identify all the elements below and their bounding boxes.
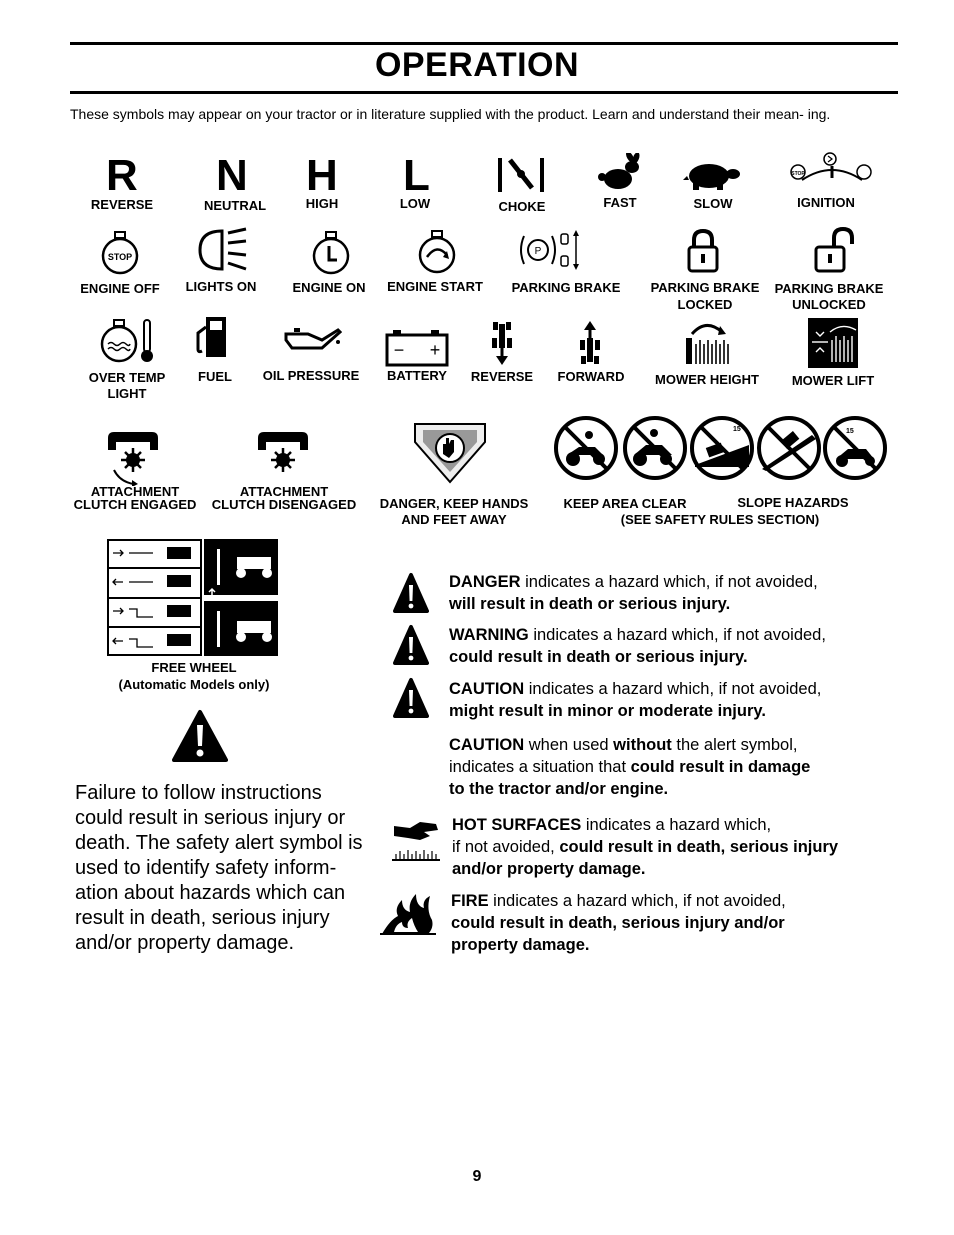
low-label: LOW [399,196,431,211]
clutch-engaged-label-1: ATTACHMENT [90,484,180,499]
over-temp-icon [100,318,160,364]
caution-alert-icon [393,677,429,719]
parking-brake-icon [518,228,582,272]
keep-area-clear-icon-1 [553,415,619,481]
over-temp-label-1: OVER TEMP [88,370,166,385]
mower-lift-icon [808,318,858,368]
engine-on-label: ENGINE ON [292,280,366,295]
fire-icon [380,890,436,936]
ignition-label: IGNITION [797,195,855,210]
hot-t2: if not avoided, [452,838,560,856]
hot-surfaces-alert [452,814,902,880]
reverse-tractor-icon [490,320,514,366]
battery-minus: − [393,340,405,360]
p-text: P [534,246,542,257]
warning-word: WARNING [449,626,529,644]
warning-alert [449,624,889,668]
parking-brake-locked-label-2: LOCKED [677,297,733,312]
fast-label: FAST [603,195,637,210]
fuel-icon [194,315,230,361]
hot-surface-icon [390,818,442,864]
hands-feet-danger-icon [413,422,487,484]
slow-label: SLOW [693,196,733,211]
choke-icon [496,156,548,194]
clutch-disengaged-label-2: CLUTCH DISENGAGED [211,497,357,512]
lock-open-icon [812,226,860,274]
slope-hazard-icon-3 [822,415,888,481]
hot-word: HOT SURFACES [452,816,582,834]
hot-b1: could result in death, serious injury [559,838,839,856]
caution-bold: might result in minor or moderate injury. [449,702,766,720]
page-number: 9 [472,1168,482,1185]
fire-alert [451,890,901,956]
lights-on-label: LIGHTS ON [185,279,257,294]
hot-t1: indicates a hazard which, [581,816,772,834]
clutch-disengaged-icon [254,430,312,476]
intro-text: These symbols may appear on your tractor or in literature supplied with the product. Learn and understand their mean- ing. [70,106,831,122]
rabbit-icon [596,153,644,193]
caution2-t1: when used [524,736,614,754]
parking-brake-unlocked-label-2: UNLOCKED [792,297,866,312]
caution-no-symbol-alert [449,734,889,800]
parking-brake-locked-label-1: PARKING BRAKE [650,280,760,295]
warning-bold: could result in death or serious injury. [449,648,748,666]
battery-label: BATTERY [387,368,447,383]
high-label: HIGH [305,196,339,211]
reverse-label-2: REVERSE [470,369,534,384]
reverse-label: REVERSE [90,197,154,212]
turtle-icon [683,160,741,192]
keep-hands-label-1: DANGER, KEEP HANDS [379,496,529,511]
parking-brake-unlocked-label-1: PARKING BRAKE [774,281,884,296]
caution2-without: without [613,736,672,754]
engine-start-icon [417,229,457,275]
choke-label: CHOKE [498,199,546,214]
svg-text:STOP: STOP [791,171,805,177]
title-rule [70,91,898,94]
caution-word: CAUTION [449,680,525,698]
stop-text: STOP [107,252,133,262]
mower-height-icon [682,318,734,368]
oil-pressure-label: OIL PRESSURE [262,368,360,383]
reverse-letter: R [106,151,138,200]
mower-lift-label: MOWER LIFT [791,373,875,388]
headlight-icon [196,227,250,273]
slope-number-2: 15 [846,428,854,435]
keep-area-clear-label: KEEP AREA CLEAR [563,496,687,511]
mower-height-label: MOWER HEIGHT [655,372,759,387]
warning-alert-icon [393,624,429,666]
clutch-engaged-icon [104,430,162,486]
caution2-b1: could result in damage [630,758,811,776]
parking-brake-label: PARKING BRAKE [511,280,621,295]
fire-b1: could result in death, serious injury and/or [451,914,785,932]
danger-alert [449,571,889,615]
danger-word: DANGER [449,573,521,591]
slope-hazards-label: SLOPE HAZARDS [737,495,849,510]
free-wheel-diagram [107,539,278,656]
lock-closed-icon [685,228,721,274]
caution2-t3: indicates a situation that [449,758,631,776]
safety-alert-icon [172,708,228,764]
high-letter: H [306,151,338,200]
battery-icon [385,328,449,368]
oil-can-icon [282,322,342,356]
slope-hazard-icon-2 [756,415,822,481]
ignition-icon [788,150,876,190]
caution2-word: CAUTION [449,736,525,754]
caution2-t2: the alert symbol, [671,736,798,754]
neutral-label: NEUTRAL [203,198,267,213]
keep-hands-label-2: AND FEET AWAY [401,512,507,527]
engine-on-icon [311,230,351,276]
caution-text: indicates a hazard which, if not avoided, [524,680,822,698]
top-rule [70,42,898,45]
engine-off-label: ENGINE OFF [80,281,160,296]
danger-text: indicates a hazard which, if not avoided, [520,573,818,591]
page-title: OPERATION [374,46,580,84]
over-temp-label-2: LIGHT [107,386,147,401]
fire-b2: property damage. [451,936,590,954]
forward-tractor-icon [578,320,602,366]
failure-warning-text: Failure to follow instructions could result in serious injury or death. The safety alert symbol is used to identify safety inform- ation about hazards which can result in death, serious injury and/or property damage. [75,782,363,954]
slope-hazard-icon-1 [689,415,755,481]
caution2-b2: to the tractor and/or engine. [449,780,669,798]
engine-off-icon [100,230,140,276]
forward-label: FORWARD [557,369,625,384]
slope-number-1: 15 [733,426,741,433]
low-letter: L [403,151,430,200]
fire-word: FIRE [451,892,489,910]
clutch-engaged-label-2: CLUTCH ENGAGED [73,497,197,512]
see-safety-rules-label: (SEE SAFETY RULES SECTION) [620,512,820,527]
warning-text: indicates a hazard which, if not avoided, [528,626,826,644]
clutch-disengaged-label-1: ATTACHMENT [239,484,329,499]
hot-b2: and/or property damage. [452,860,646,878]
fuel-label: FUEL [198,369,232,384]
engine-start-label: ENGINE START [387,279,483,294]
caution-alert [449,678,889,722]
free-wheel-label-1: FREE WHEEL [151,660,237,675]
danger-alert-icon [393,572,429,614]
battery-plus: + [429,340,441,360]
danger-bold: will result in death or serious injury. [449,595,731,613]
free-wheel-label-2: (Automatic Models only) [118,677,270,692]
fire-t1: indicates a hazard which, if not avoided, [488,892,786,910]
neutral-letter: N [216,151,248,200]
keep-area-clear-icon-2 [622,415,688,481]
